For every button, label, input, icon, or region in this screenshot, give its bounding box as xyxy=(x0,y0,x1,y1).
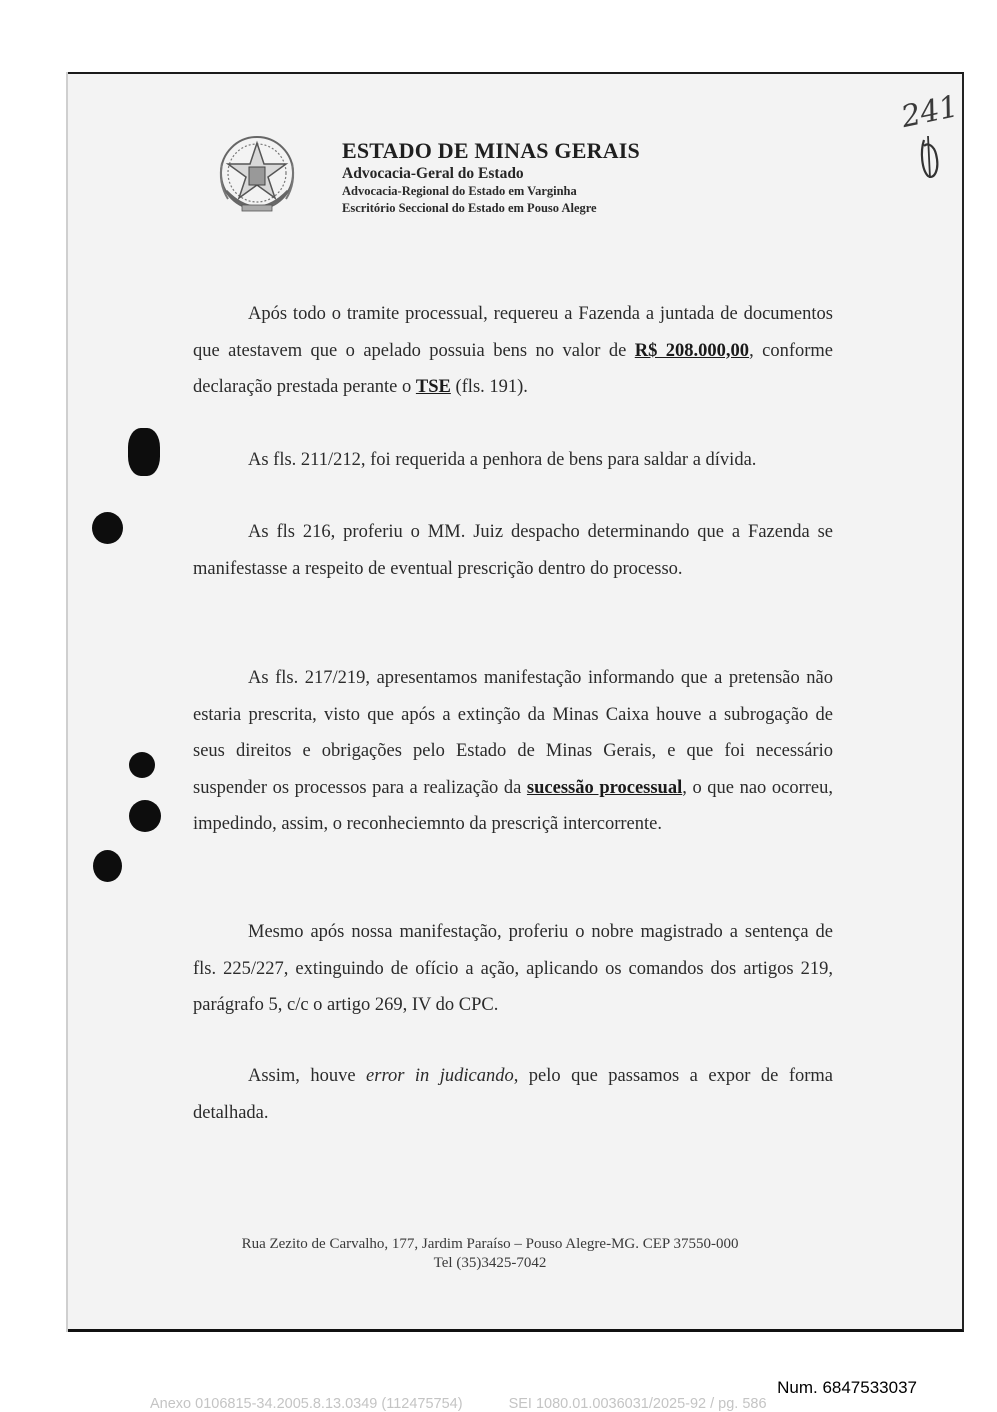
handwritten-number-text: 241 xyxy=(898,88,962,136)
punch-hole xyxy=(129,800,161,832)
punch-hole xyxy=(92,512,123,544)
footer-address: Rua Zezito de Carvalho, 177, Jardim Paraíso – Pouso Alegre-MG. CEP 37550-000 xyxy=(241,1236,739,1252)
footer-phone: Tel (35)3425-7042 xyxy=(433,1255,547,1271)
p1-text-middle: , conforme declaração prestada perante o xyxy=(193,340,833,397)
p1-tse: TSE xyxy=(415,377,451,397)
p4-term: sucessão processual xyxy=(526,777,683,798)
p4-text-end: , o que nao ocorreu, impedindo, assim, o reconheciemnto da prescriçã intercorrente. xyxy=(193,777,833,834)
state-name: ESTADO DE MINAS GERAIS xyxy=(342,138,640,163)
letterhead xyxy=(342,138,640,217)
paragraph-1 xyxy=(193,296,833,406)
paragraph-3: As fls 216, proferiu o MM. Juiz despacho determinando que a Fazenda se manifestasse a respeito de eventual prescrição dentro do processo. xyxy=(193,522,833,579)
document-number: Num. 6847533037 xyxy=(777,1378,917,1397)
local-office: Escritório Seccional do Estado em Pouso Alegre xyxy=(342,201,597,215)
paragraph-5: Mesmo após nossa manifestação, proferiu o nobre magistrado a sentença de fls. 225/227, extinguindo de ofício a ação, aplicando os comandos dos artigos 219, parágrafo 5, c/c o artigo 269, IV do CPC. xyxy=(193,922,833,1015)
p1-text-end: (fls. 191). xyxy=(450,377,528,397)
p1-amount: R$ 208.000,00 xyxy=(634,340,750,361)
p6-text: Assim, houve xyxy=(248,1066,367,1086)
punch-hole xyxy=(128,428,160,476)
regional-office: Advocacia-Regional do Estado em Varginha xyxy=(342,184,577,198)
p4-text: As fls. 217/219, apresentamos manifestação informando que a pretensão não estaria prescrita, visto que após a extinção da Minas Caixa houve a subrogação de seus direitos e obrigações pelo Estado de Minas Gerais, e que foi necessário suspender os processos para a realização da xyxy=(193,668,833,798)
p6-latin-term: error in judicando xyxy=(366,1066,514,1086)
scan-edge xyxy=(66,72,68,1332)
paragraph-6 xyxy=(193,1058,833,1131)
punch-hole xyxy=(129,752,155,778)
stamp-sei: SEI 1080.01.0036031/2025-92 / pg. 586 xyxy=(508,1396,767,1412)
punch-hole xyxy=(93,850,122,882)
p1-text: Após todo o tramite processual, requereu a Fazenda a juntada de documentos que atestavem que o apelado possuia bens no valor de xyxy=(193,304,833,361)
agency-name: Advocacia-Geral do Estado xyxy=(342,165,524,182)
paragraph-4 xyxy=(193,660,833,843)
electronic-stamp xyxy=(150,1396,950,1412)
paragraph-2: As fls. 211/212, foi requerida a penhora de bens para saldar a dívida. xyxy=(248,450,757,470)
stamp-annex: Anexo 0106815-34.2005.8.13.0349 (112475754) xyxy=(150,1396,463,1412)
handwritten-page-number xyxy=(898,86,962,182)
coat-of-arms-emblem xyxy=(216,133,298,219)
p6-text-end: , pelo que passamos a expor de forma detalhada. xyxy=(193,1066,833,1123)
